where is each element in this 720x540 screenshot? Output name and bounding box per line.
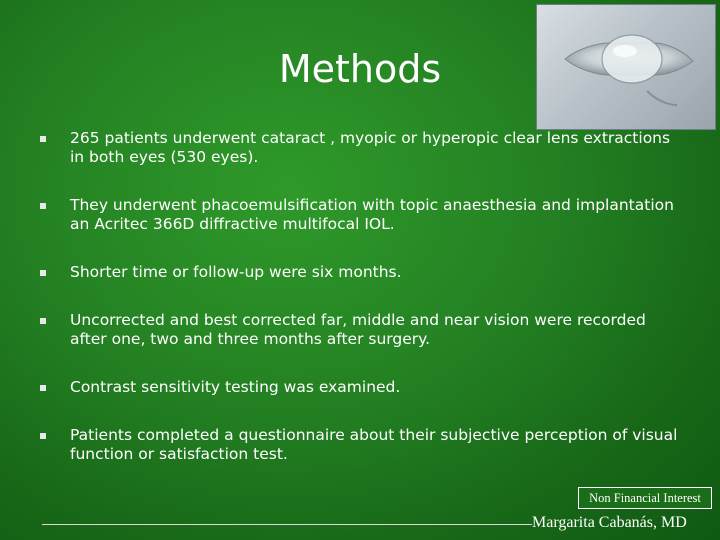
bullet-text: Patients completed a questionnaire about their subjective perception of visual function or satisfaction test. (70, 426, 678, 463)
bullet-text: 265 patients underwent cataract , myopic or hyperopic clear lens extractions in both eyes (530 eyes). (70, 129, 671, 166)
presenter-name: Margarita Cabanás, MD (532, 514, 687, 531)
disclosure-box: Non Financial Interest (578, 487, 712, 509)
bullet-text: Contrast sensitivity testing was examined. (70, 378, 401, 396)
bullet-text: They underwent phacoemulsification with topic anaesthesia and implantation an Acritec 366D diffractive multifocal IOL. (70, 196, 674, 233)
square-bullet-icon (40, 203, 46, 209)
footer-divider (42, 524, 532, 525)
square-bullet-icon (40, 136, 46, 142)
square-bullet-icon (40, 385, 46, 391)
bullet-text: Uncorrected and best corrected far, middle and near vision were recorded after one, two and three months after surgery. (70, 311, 646, 348)
slide-title: Methods (278, 47, 442, 91)
square-bullet-icon (40, 270, 46, 276)
square-bullet-icon (40, 433, 46, 439)
square-bullet-icon (40, 318, 46, 324)
bullet-text: Shorter time or follow-up were six months. (70, 263, 402, 281)
